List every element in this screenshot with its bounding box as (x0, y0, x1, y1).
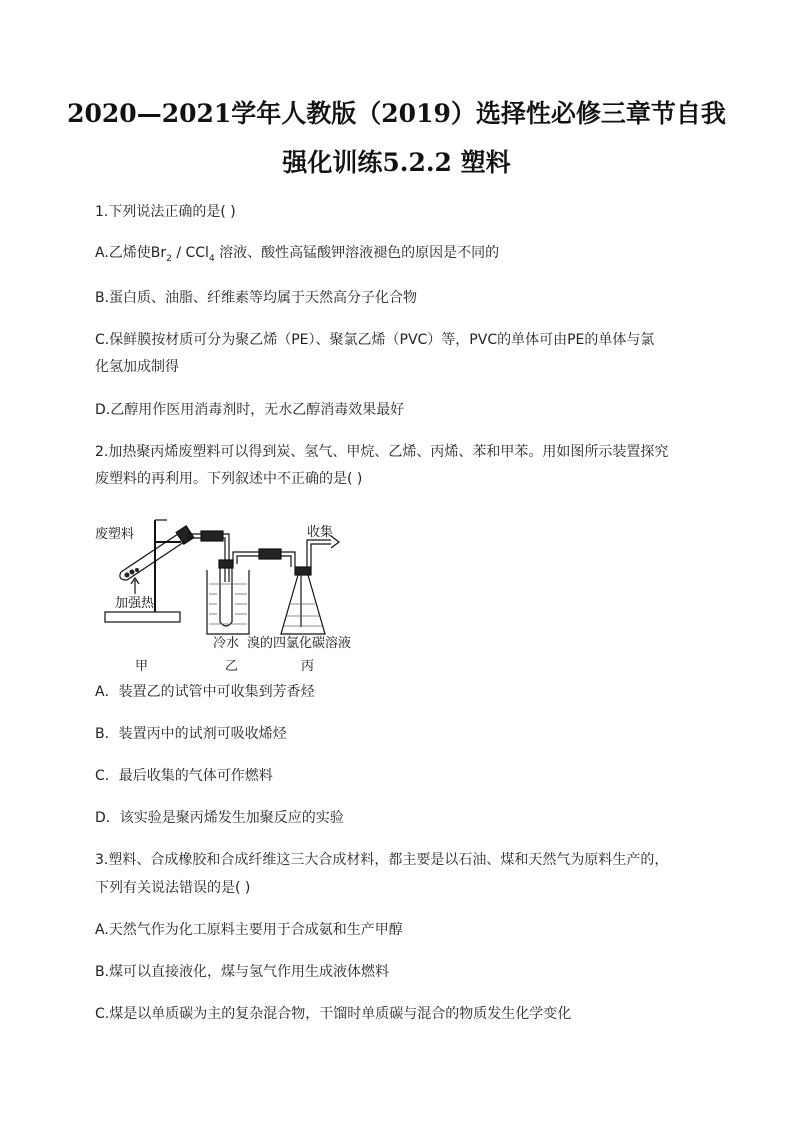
label-cold-water: 冷水 (213, 636, 240, 651)
q1-option-a-mid: / CCl (171, 245, 209, 261)
label-collect: 收集 (307, 525, 334, 540)
beaker-yi (207, 560, 249, 634)
q1-option-a (95, 243, 499, 269)
apparatus-figure (95, 512, 385, 672)
q1-option-a-pre: A.乙烯使Br (95, 245, 167, 261)
q1-option-a-sub2: 4 (208, 253, 215, 264)
q3-option-c: C.煤是以单质碳为主的复杂混合物，干馏时单质碳与混合的物质发生化学变化 (95, 1006, 572, 1022)
q3-stem-line2: 下列有关说法错误的是( ) (95, 880, 251, 896)
label-bing: 丙 (301, 659, 315, 672)
q3-option-a: A.天然气作为化工原料主要用于合成氨和生产甲醇 (95, 922, 403, 938)
q2-option-b: B．装置丙中的试剂可吸收烯烃 (95, 726, 287, 742)
document-title-line1: 2020—2021学年人教版（2019）选择性必修三章节自我 (67, 99, 726, 128)
q3-stem-line1: 3.塑料、合成橡胶和合成纤维这三大合成材料，都主要是以石油、煤和天然气为原料生产的， (95, 852, 669, 868)
document-title-line2: 强化训练5.2.2 塑料 (282, 148, 511, 177)
label-jia: 甲 (135, 659, 149, 672)
q1-option-c-line1: C.保鲜膜按材质可分为聚乙烯（PE）、聚氯乙烯（PVC）等，PVC的单体可由PE的单体与氯 (95, 332, 655, 348)
flask-bing (281, 536, 339, 634)
q1-option-a-post: 溶液、酸性高锰酸钾溶液褪色的原因是不同的 (214, 245, 500, 261)
label-plastic: 废塑料 (95, 527, 135, 542)
q1-option-b: B.蛋白质、油脂、纤维素等均属于天然高分子化合物 (95, 290, 418, 306)
q3-option-b: B.煤可以直接液化，煤与氢气作用生成液体燃料 (95, 964, 390, 980)
label-bromine: 溴的四氯化碳溶液 (247, 636, 352, 651)
label-heat: 加强热 (115, 596, 155, 611)
q1-option-a-sub1: 2 (166, 253, 172, 264)
q2-option-a: A．装置乙的试管中可收集到芳香烃 (95, 684, 315, 700)
apparatus-diagram (95, 512, 385, 672)
stand-base (105, 612, 180, 622)
q1-option-d: D.乙醇用作医用消毒剂时，无水乙醇消毒效果最好 (95, 402, 405, 418)
q2-stem-line1: 2.加热聚丙烯废塑料可以得到炭、氢气、甲烷、乙烯、丙烯、苯和甲苯。用如图所示装置探究 (95, 444, 669, 460)
q1-option-c-line2: 化氢加成制得 (95, 359, 179, 375)
q1-stem: 1.下列说法正确的是( ) (95, 204, 236, 220)
q2-stem-line2: 废塑料的再利用。下列叙述中不正确的是( ) (95, 471, 363, 487)
q2-option-d: D．该实验是聚丙烯发生加聚反应的实验 (95, 810, 344, 826)
q2-option-c: C．最后收集的气体可作燃料 (95, 768, 273, 784)
label-yi: 乙 (225, 659, 239, 672)
